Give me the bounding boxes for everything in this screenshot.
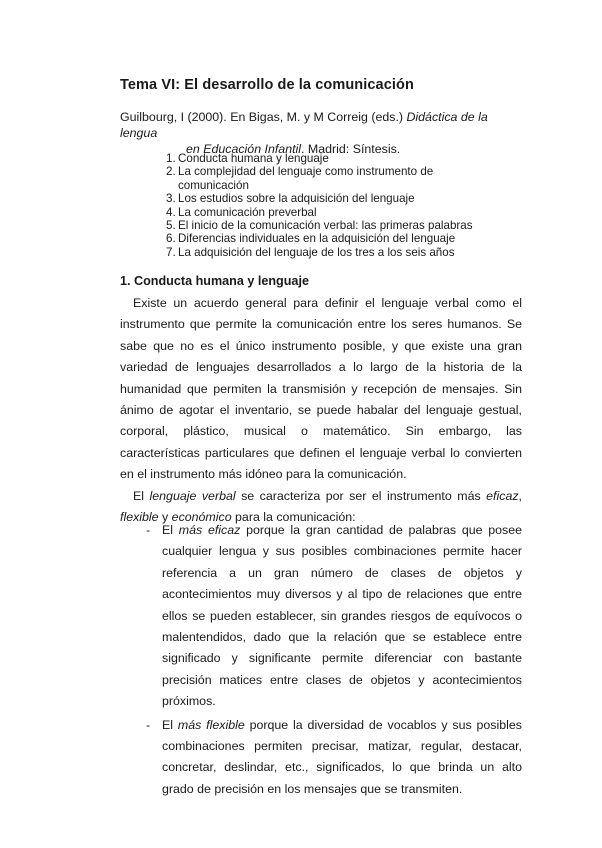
page-title: Tema VI: El desarrollo de la comunicación: [120, 77, 414, 93]
text-run: ,: [518, 488, 522, 503]
emphasis: flexible: [120, 510, 159, 525]
toc-item: [166, 246, 496, 259]
toc-number: 7.: [166, 245, 176, 259]
emphasis: más flexible: [177, 717, 245, 732]
section-heading: 1. Conducta humana y lenguaje: [120, 274, 309, 288]
toc-item: [166, 219, 496, 232]
text-run: El: [162, 523, 179, 537]
text-run: para la comunicación:: [231, 510, 356, 525]
bullet-list: [140, 520, 522, 802]
toc-text: Diferencias individuales en la adquisición del lenguaje: [178, 232, 456, 246]
toc-item: [166, 165, 496, 192]
toc-text: La complejidad del lenguaje como instrumento de comunicación: [178, 165, 434, 192]
text-run: se caracteriza por ser el instrumento más: [235, 488, 487, 503]
bullet-item: [140, 715, 522, 801]
toc-number: 1.: [166, 152, 176, 165]
toc-item: [166, 232, 496, 245]
table-of-contents: [166, 152, 496, 259]
toc-item: [166, 206, 496, 219]
toc-number: 2.: [166, 165, 176, 179]
toc-item: [166, 192, 496, 205]
reference-book-title-part2: en Educación Infantil: [186, 142, 302, 156]
section-body: [120, 293, 522, 528]
toc-text: El inicio de la comunicación verbal: las primeras palabras: [178, 219, 473, 233]
emphasis: lenguaje verbal: [149, 488, 236, 503]
toc-text: La adquisición del lenguaje de los tres a los seis años: [178, 245, 455, 259]
dash-marker: -: [146, 523, 151, 537]
bibliographic-reference: [120, 109, 522, 157]
toc-item: [166, 152, 496, 165]
text-run: y: [158, 510, 172, 525]
dash-marker: -: [146, 717, 151, 732]
reference-book-title-part1: Didáctica de la lengua: [120, 110, 488, 140]
emphasis: más eficaz: [178, 523, 241, 537]
toc-text: La comunicación preverbal: [178, 205, 317, 219]
emphasis: eficaz: [486, 488, 519, 503]
reference-prefix: Guilbourg, I (2000). En Bigas, M. y M Correig (eds.): [120, 110, 407, 124]
reference-suffix: . Madrid: Síntesis.: [301, 142, 401, 156]
emphasis: económico: [171, 510, 232, 525]
text-run: El: [133, 488, 150, 503]
bullet-item: [140, 520, 522, 713]
toc-number: 5.: [166, 219, 176, 233]
text-run: El: [162, 717, 178, 732]
toc-text: Conducta humana y lenguaje: [178, 152, 329, 165]
paragraph: Existe un acuerdo general para definir el lenguaje verbal como el instrumento que permite la comunicación entre los seres humanos. Se sabe que no es el único instrumento posible, y que existe una gran variedad de lenguajes desarrollados a lo largo de la historia de la humanidad que permiten la transmisión y recepción de mensajes. Sin ánimo de agotar el inventario, se puede habalar del lenguaje gestual, corporal, plástico, musical o matemático. Sin embargo, las características particulares que definen el lenguaje verbal lo convierten en el instrumento más idóneo para la comunicación.: [120, 296, 522, 482]
toc-text: Los estudios sobre la adquisición del lenguaje: [178, 192, 415, 206]
toc-number: 6.: [166, 232, 176, 246]
toc-number: 4.: [166, 205, 176, 219]
text-run: porque la gran cantidad de palabras que posee cualquier lengua y sus posibles combinaciones permite hacer referencia a un gran número de clases de objetos y acontecimientos muy diversos y al tipo de relaciones que entre ellos se pueden establecer, sin grandes riesgos de equívocos o malentendidos, dado que la relación que se establece entre significado y significante permite diferenciar con bastante precisión matices entre clases de objetos y acontecimientos próximos.: [162, 523, 523, 709]
toc-number: 3.: [166, 192, 176, 206]
text-run: porque la diversidad de vocablos y sus posibles combinaciones permiten precisar, matizar, regular, destacar, concretar, deslindar, etc., significados, lo que brinda un alto grado de precisión en los mensajes que se transmiten.: [162, 717, 522, 796]
